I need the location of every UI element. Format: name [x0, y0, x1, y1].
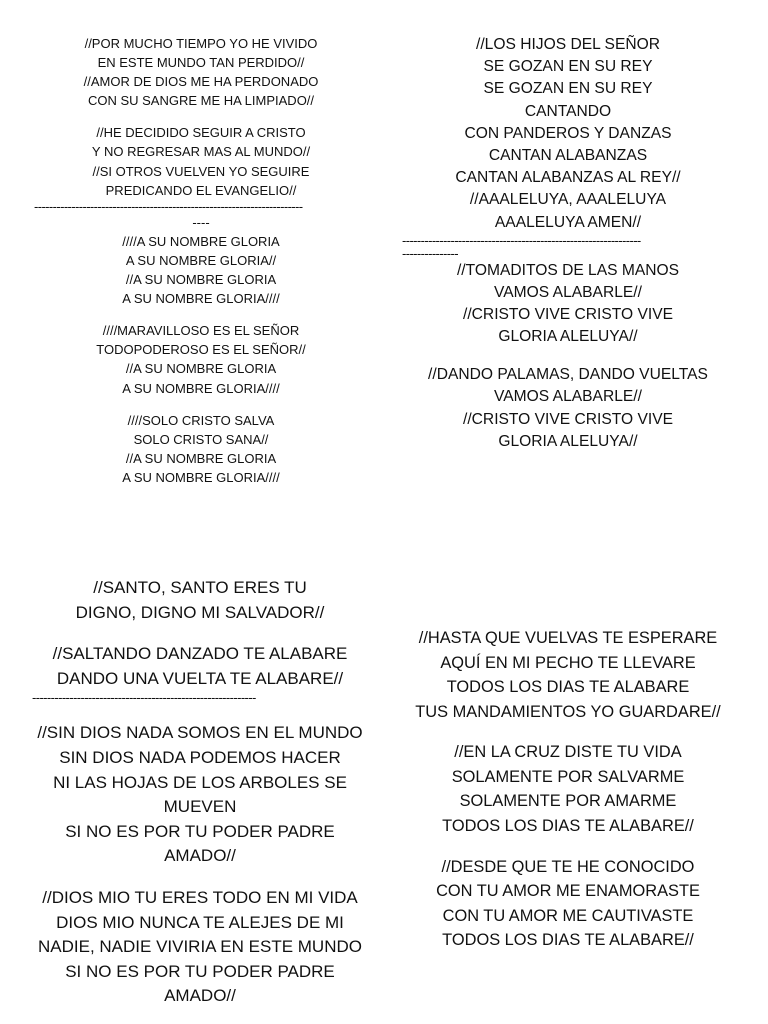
lyric-line: A SU NOMBRE GLORIA//// [122, 380, 280, 396]
lyric-line: VAMOS ALABARLE// [494, 388, 642, 406]
lyric-line: MUEVEN [163, 797, 237, 817]
lyric-line: Y NO REGRESAR MAS AL MUNDO// [91, 144, 311, 160]
lyric-line: //DANDO PALAMAS, DANDO VUELTAS [428, 366, 708, 384]
lyric-line: SOLAMENTE POR SALVARME [451, 767, 685, 786]
lyric-line: AMADO// [164, 846, 236, 866]
lyric-line: CON TU AMOR ME ENAMORASTE [436, 882, 700, 901]
lyric-line: //HE DECIDIDO SEGUIR A CRISTO [96, 125, 306, 141]
lyric-line [34, 308, 368, 321]
lyric-line: //LOS HIJOS DEL SEÑOR [476, 36, 660, 53]
lyric-line: GLORIA ALELUYA// [498, 328, 638, 346]
lyric-line [34, 110, 368, 123]
lyric-line: A SU NOMBRE GLORIA// [125, 252, 277, 268]
lyric-line: //A SU NOMBRE GLORIA [125, 361, 277, 377]
lyric-line: //CRISTO VIVE CRISTO VIVE [463, 306, 673, 324]
lyric-line: CANTAN ALABANZAS [488, 147, 648, 165]
lyric-line: //DESDE QUE TE HE CONOCIDO [441, 857, 695, 876]
lyric-line: CANTAN ALABANZAS AL REY// [455, 169, 681, 187]
lyric-line: A SU NOMBRE GLORIA//// [122, 291, 280, 307]
lyric-line: //A SU NOMBRE GLORIA [125, 272, 277, 288]
lyric-line: SE GOZAN EN SU REY [483, 80, 653, 98]
lyric-line: //AMOR DE DIOS ME HA PERDONADO [83, 74, 319, 90]
lyric-line: NI LAS HOJAS DE LOS ARBOLES SE [53, 772, 347, 792]
lyric-line [402, 838, 734, 854]
lyric-line: ////A SU NOMBRE GLORIA [122, 233, 280, 249]
lyric-line: GLORIA ALELUYA// [498, 432, 638, 450]
lyrics-block-bottom-right [402, 626, 734, 953]
separator-line: ---------------------------------------------------------------- [402, 233, 641, 247]
lyric-line: TODOPODEROSO ES EL SEÑOR// [96, 342, 306, 358]
lyric-line: ////SOLO CRISTO SALVA [127, 412, 275, 428]
lyric-line: AQUÍ EN MI PECHO TE LLEVARE [440, 653, 696, 672]
lyric-line: //CRISTO VIVE CRISTO VIVE [463, 410, 673, 428]
lyric-line [32, 869, 368, 886]
lyric-line: //SANTO, SANTO ERES TU [93, 578, 307, 597]
lyric-line: A SU NOMBRE GLORIA//// [122, 469, 280, 485]
lyrics-block-top-left [34, 34, 368, 487]
lyric-line: //HASTA QUE VUELVAS TE ESPERARE [418, 629, 718, 647]
lyric-line: SE GOZAN EN SU REY [483, 58, 653, 76]
lyrics-block-bottom-left [32, 576, 368, 1009]
lyric-line: AMADO// [164, 986, 236, 1006]
lyric-line: CON TU AMOR ME CAUTIVASTE [442, 906, 694, 925]
lyric-line: //SALTANDO DANZADO TE ALABARE [52, 644, 348, 664]
lyric-line [32, 625, 368, 642]
lyric-line [402, 724, 734, 740]
lyric-line: //A SU NOMBRE GLORIA [125, 450, 277, 466]
lyric-line: SIN DIOS NADA PODEMOS HACER [59, 747, 341, 767]
lyric-line: //TOMADITOS DE LAS MANOS [456, 261, 680, 279]
lyric-line: SI NO ES POR TU PODER PADRE [65, 961, 335, 981]
lyric-line: DANDO UNA VUELTA TE ALABARE// [56, 668, 344, 688]
lyric-line: //POR MUCHO TIEMPO YO HE VIVIDO [84, 36, 318, 51]
lyrics-block-top-right [402, 34, 734, 453]
lyric-line: DIOS MIO NUNCA TE ALEJES DE MI [56, 912, 344, 932]
lyric-line [402, 349, 734, 365]
lyric-line: TODOS LOS DIAS TE ALABARE// [442, 931, 694, 950]
lyric-line: SOLO CRISTO SANA// [133, 431, 269, 447]
lyric-line: //EN LA CRUZ DISTE TU VIDA [454, 743, 682, 762]
lyric-line: SOLAMENTE POR AMARME [459, 792, 677, 811]
lyric-line: //SIN DIOS NADA SOMOS EN EL MUNDO [37, 723, 363, 743]
lyric-line [34, 398, 368, 411]
lyric-line: DIGNO, DIGNO MI SALVADOR// [75, 602, 325, 622]
separator-line: ------------------------------------------------------------------------ [34, 199, 303, 213]
separator-line: --------------- [402, 246, 458, 260]
lyric-line: CANTANDO [524, 102, 612, 120]
lyric-line: CON SU SANGRE ME HA LIMPIADO// [87, 93, 315, 109]
lyric-line: EN ESTE MUNDO TAN PERDIDO// [97, 55, 305, 71]
lyric-line: NADIE, NADIE VIVIRIA EN ESTE MUNDO [37, 937, 362, 957]
lyric-line: ////MARAVILLOSO ES EL SEÑOR [102, 323, 300, 339]
lyric-line: CON PANDEROS Y DANZAS [464, 124, 672, 142]
lyric-line: AAALELUYA AMEN// [494, 213, 642, 231]
lyric-line [32, 704, 368, 721]
lyric-line: ---- [192, 214, 210, 230]
lyric-line: //DIOS MIO TU ERES TODO EN MI VIDA [42, 887, 358, 907]
separator-line: ------------------------------------------------------------ [32, 691, 256, 705]
lyric-line: TODOS LOS DIAS TE ALABARE [446, 678, 690, 696]
lyric-line: //SI OTROS VUELVEN YO SEGUIRE [92, 163, 310, 179]
lyric-line: VAMOS ALABARLE// [494, 284, 642, 302]
lyric-line: PREDICANDO EL EVANGELIO// [105, 182, 297, 198]
lyric-line: SI NO ES POR TU PODER PADRE [65, 821, 335, 841]
lyric-line: TODOS LOS DIAS TE ALABARE// [442, 816, 694, 835]
lyric-line: TUS MANDAMIENTOS YO GUARDARE// [415, 702, 721, 721]
lyric-line: //AAALELUYA, AAALELUYA [469, 191, 667, 209]
